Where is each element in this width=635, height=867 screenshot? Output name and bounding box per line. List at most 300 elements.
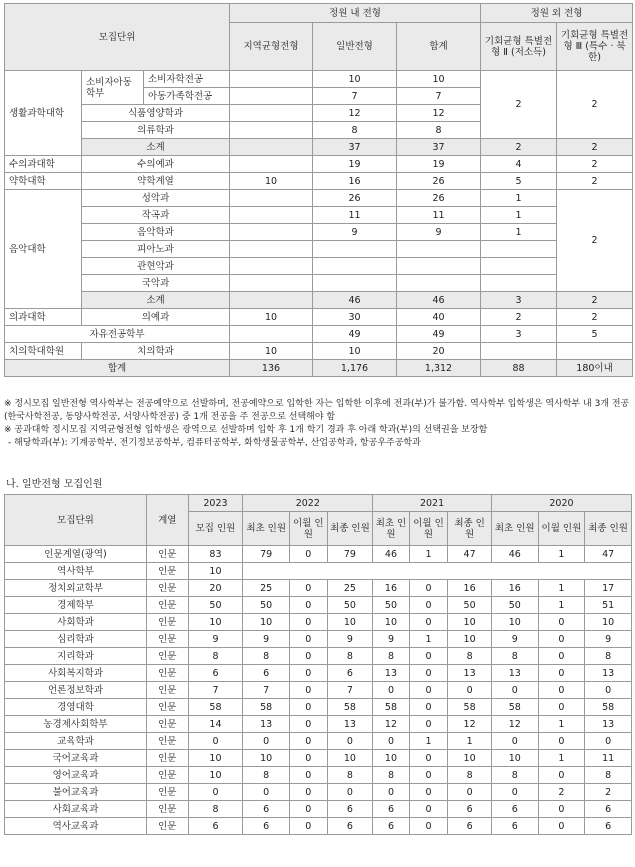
regional-cell — [230, 326, 313, 343]
header-regional: 지역균형전형 — [230, 23, 313, 71]
final-cell: 0 — [448, 784, 492, 801]
carry-cell: 0 — [409, 614, 448, 631]
carry-cell: 0 — [409, 699, 448, 716]
initial-cell: 8 — [373, 767, 410, 784]
initial-cell: 0 — [243, 733, 290, 750]
recruit-cell: 7 — [188, 682, 243, 699]
carry-cell: 0 — [538, 733, 585, 750]
final-cell: 0 — [327, 784, 373, 801]
track-cell: 인문 — [147, 767, 189, 784]
dept-cell: 약학계열 — [82, 173, 230, 190]
carry-cell: 0 — [409, 682, 448, 699]
dept-cell: 피아노과 — [82, 241, 230, 258]
carry-cell: 0 — [538, 801, 585, 818]
initial-cell: 0 — [373, 784, 410, 801]
table-row — [5, 699, 632, 716]
final-cell: 50 — [327, 597, 373, 614]
final-cell: 6 — [585, 818, 632, 835]
dept-cell: 식품영양학과 — [82, 105, 230, 122]
initial-cell: 50 — [491, 597, 538, 614]
track-cell: 인문 — [147, 750, 189, 767]
carry-cell: 0 — [290, 580, 328, 597]
recruit-cell: 6 — [188, 665, 243, 682]
initial-cell: 8 — [243, 648, 290, 665]
notes — [4, 398, 632, 450]
college-cell: 약학대학 — [5, 173, 82, 190]
initial-cell: 13 — [243, 716, 290, 733]
header-track: 계열 — [147, 495, 189, 546]
table-row — [5, 580, 632, 597]
carry-cell: 0 — [290, 716, 328, 733]
unit-cell: 불어교육과 — [5, 784, 147, 801]
unit-cell: 교육학과 — [5, 733, 147, 750]
regional-cell — [230, 258, 313, 275]
track-cell: 인문 — [147, 563, 189, 580]
final-cell: 8 — [448, 767, 492, 784]
header-recruit: 모집 인원 — [188, 512, 243, 546]
table-row — [5, 733, 632, 750]
final-cell: 79 — [327, 546, 373, 563]
initial-cell: 10 — [491, 614, 538, 631]
regional-cell — [230, 139, 313, 156]
dept-cell: 치의학과 — [82, 343, 230, 360]
header-final: 최종 인원 — [585, 512, 632, 546]
table-row — [5, 750, 632, 767]
track-cell: 인문 — [147, 801, 189, 818]
carry-cell: 1 — [409, 546, 448, 563]
header-year: 2023 — [188, 495, 243, 512]
dept-cell: 성악과 — [82, 190, 230, 207]
opp2-cell: 4 — [481, 156, 557, 173]
recruit-cell: 50 — [188, 597, 243, 614]
opp3-cell: 2 — [557, 139, 633, 156]
opp3-cell: 2 — [557, 71, 633, 139]
final-cell: 25 — [327, 580, 373, 597]
initial-cell: 16 — [373, 580, 410, 597]
carry-cell: 0 — [290, 699, 328, 716]
unit-cell: 심리학과 — [5, 631, 147, 648]
initial-cell: 46 — [491, 546, 538, 563]
dept-cell: 의예과 — [82, 309, 230, 326]
final-cell: 11 — [585, 750, 632, 767]
unit-cell: 사회학과 — [5, 614, 147, 631]
header-out-quota: 정원 외 전형 — [481, 4, 633, 23]
initial-cell: 10 — [243, 750, 290, 767]
final-cell: 10 — [327, 614, 373, 631]
final-cell: 47 — [448, 546, 492, 563]
opp2-cell: 5 — [481, 173, 557, 190]
initial-cell: 13 — [491, 665, 538, 682]
header-final: 최종 인원 — [327, 512, 373, 546]
general-cell: 9 — [313, 224, 397, 241]
general-cell: 46 — [313, 292, 397, 309]
opp3-cell: 2 — [557, 309, 633, 326]
table-row — [5, 801, 632, 818]
header-final: 최종 인원 — [448, 512, 492, 546]
dept-cell: 의류학과 — [82, 122, 230, 139]
final-cell: 58 — [448, 699, 492, 716]
total-cell: 49 — [397, 326, 481, 343]
opp2-cell: 88 — [481, 360, 557, 377]
track-cell: 인문 — [147, 631, 189, 648]
opp3-cell: 2 — [557, 292, 633, 309]
general-cell — [313, 258, 397, 275]
final-cell: 10 — [448, 750, 492, 767]
carry-cell: 0 — [290, 665, 328, 682]
total-cell: 19 — [397, 156, 481, 173]
initial-cell: 12 — [491, 716, 538, 733]
regional-cell — [230, 292, 313, 309]
carry-cell: 0 — [290, 818, 328, 835]
final-cell: 9 — [585, 631, 632, 648]
recruit-cell: 20 — [188, 580, 243, 597]
header-year: 2021 — [373, 495, 492, 512]
carry-cell: 0 — [538, 818, 585, 835]
final-cell: 8 — [327, 767, 373, 784]
initial-cell: 79 — [243, 546, 290, 563]
initial-cell: 10 — [373, 750, 410, 767]
unit-cell: 경제학부 — [5, 597, 147, 614]
note: - 해당학과(부): 기계공학부, 전기정보공학부, 컴퓨터공학부, 화학생물공학부, 산업공학과, 항공우주공학과 — [8, 438, 421, 448]
carry-cell: 0 — [409, 767, 448, 784]
general-cell: 30 — [313, 309, 397, 326]
final-cell: 10 — [585, 614, 632, 631]
carry-cell: 1 — [538, 597, 585, 614]
carry-cell: 1 — [538, 750, 585, 767]
initial-cell: 0 — [491, 733, 538, 750]
initial-cell: 8 — [243, 767, 290, 784]
initial-cell: 9 — [243, 631, 290, 648]
general-cell: 10 — [313, 71, 397, 88]
initial-cell: 10 — [243, 614, 290, 631]
opp3-cell: 2 — [557, 156, 633, 173]
recruit-cell: 0 — [188, 733, 243, 750]
table-body — [5, 546, 632, 835]
carry-cell: 0 — [409, 665, 448, 682]
unit-cell: 인문계열(광역) — [5, 546, 147, 563]
header-in-quota: 정원 내 전형 — [230, 4, 481, 23]
carry-cell: 0 — [538, 767, 585, 784]
table-row — [5, 784, 632, 801]
dept-cell: 수의예과 — [82, 156, 230, 173]
header-unit: 모집단위 — [5, 495, 147, 546]
recruit-cell: 83 — [188, 546, 243, 563]
final-cell: 6 — [585, 801, 632, 818]
initial-cell: 13 — [373, 665, 410, 682]
regional-cell — [230, 156, 313, 173]
total-cell — [397, 241, 481, 258]
carry-cell: 0 — [290, 614, 328, 631]
initial-cell: 6 — [243, 665, 290, 682]
initial-cell: 0 — [243, 784, 290, 801]
major-cell: 소비자학전공 — [144, 71, 230, 88]
dept-cell: 자유전공학부 — [5, 326, 230, 343]
general-cell: 12 — [313, 105, 397, 122]
subtotal-label: 소계 — [82, 292, 230, 309]
opp3-cell: 5 — [557, 326, 633, 343]
section-title: 나. 일반전형 모집인원 — [6, 479, 103, 490]
final-cell: 13 — [585, 716, 632, 733]
total-cell: 7 — [397, 88, 481, 105]
carry-cell: 2 — [538, 784, 585, 801]
carry-cell: 0 — [538, 699, 585, 716]
unit-cell: 정치외교학부 — [5, 580, 147, 597]
header-initial: 최초 인원 — [373, 512, 410, 546]
carry-cell: 0 — [290, 784, 328, 801]
initial-cell: 10 — [373, 614, 410, 631]
regional-cell — [230, 224, 313, 241]
total-cell: 40 — [397, 309, 481, 326]
note: ※ 정시모집 일반전형 역사학부는 전공예약으로 선발하며, 전공예약으로 입학한 자는 입학한 이후에 전과(부)가 불가함. 역사학부 입학생은 역사학부 내 3개 전공(한국사학전공, 동양사학전공, 서양사학전공) 중 1개 전공을 주 전공으로 선택해야 함 — [4, 399, 630, 422]
carry-cell: 0 — [290, 801, 328, 818]
table-row — [5, 682, 632, 699]
opp3-cell: 2 — [557, 173, 633, 190]
initial-cell: 6 — [243, 801, 290, 818]
regional-cell — [230, 71, 313, 88]
opp2-cell: 2 — [481, 71, 557, 139]
general-cell: 1,176 — [313, 360, 397, 377]
table-row — [5, 614, 632, 631]
general-cell: 49 — [313, 326, 397, 343]
unit-cell: 역사학부 — [5, 563, 147, 580]
final-cell: 51 — [585, 597, 632, 614]
recruit-cell: 8 — [188, 801, 243, 818]
track-cell: 인문 — [147, 682, 189, 699]
initial-cell: 6 — [373, 818, 410, 835]
general-cell: 10 — [313, 343, 397, 360]
initial-cell: 58 — [491, 699, 538, 716]
track-cell: 인문 — [147, 699, 189, 716]
final-cell: 16 — [448, 580, 492, 597]
unit-cell: 농경제사회학부 — [5, 716, 147, 733]
opp2-cell — [481, 275, 557, 292]
total-cell: 20 — [397, 343, 481, 360]
final-cell: 0 — [585, 682, 632, 699]
track-cell: 인문 — [147, 716, 189, 733]
subtotal-label: 소계 — [82, 139, 230, 156]
opp2-cell: 1 — [481, 224, 557, 241]
carry-cell: 0 — [409, 648, 448, 665]
final-cell: 6 — [327, 801, 373, 818]
total-cell — [397, 275, 481, 292]
track-cell: 인문 — [147, 614, 189, 631]
initial-cell: 50 — [243, 597, 290, 614]
initial-cell: 16 — [491, 580, 538, 597]
total-cell: 46 — [397, 292, 481, 309]
header-initial: 최초 인원 — [243, 512, 290, 546]
regional-cell — [230, 207, 313, 224]
admission-quota-table — [4, 3, 633, 377]
header-initial: 최초 인원 — [491, 512, 538, 546]
college-cell: 생활과학대학 — [5, 71, 82, 156]
initial-cell: 7 — [243, 682, 290, 699]
total-cell: 26 — [397, 190, 481, 207]
dept-cell: 국악과 — [82, 275, 230, 292]
opp2-cell: 3 — [481, 326, 557, 343]
final-cell: 10 — [448, 631, 492, 648]
total-cell: 11 — [397, 207, 481, 224]
carry-cell: 0 — [409, 716, 448, 733]
unit-cell: 국어교육과 — [5, 750, 147, 767]
initial-cell: 58 — [243, 699, 290, 716]
initial-cell: 50 — [373, 597, 410, 614]
initial-cell: 6 — [491, 801, 538, 818]
recruit-cell: 10 — [188, 767, 243, 784]
dept-cell: 관현악과 — [82, 258, 230, 275]
opp2-cell — [481, 343, 557, 360]
carry-cell: 0 — [290, 648, 328, 665]
initial-cell: 6 — [491, 818, 538, 835]
unit-cell: 사회교육과 — [5, 801, 147, 818]
carry-cell: 0 — [409, 784, 448, 801]
opp2-cell: 3 — [481, 292, 557, 309]
carry-cell: 0 — [290, 733, 328, 750]
track-cell: 인문 — [147, 784, 189, 801]
initial-cell: 0 — [491, 784, 538, 801]
carry-cell: 0 — [290, 767, 328, 784]
final-cell: 17 — [585, 580, 632, 597]
final-cell: 6 — [448, 801, 492, 818]
header-carry: 이월 인원 — [538, 512, 585, 546]
opp3-cell: 2 — [557, 190, 633, 292]
college-cell: 수의과대학 — [5, 156, 82, 173]
final-cell: 0 — [327, 733, 373, 750]
college-cell: 음악대학 — [5, 190, 82, 309]
opp2-cell — [481, 258, 557, 275]
opp2-cell: 1 — [481, 207, 557, 224]
table-row — [5, 648, 632, 665]
carry-cell: 1 — [538, 580, 585, 597]
track-cell: 인문 — [147, 648, 189, 665]
final-cell: 8 — [585, 648, 632, 665]
track-cell: 인문 — [147, 665, 189, 682]
table-row — [5, 597, 632, 614]
final-cell: 7 — [327, 682, 373, 699]
initial-cell: 0 — [373, 682, 410, 699]
carry-cell: 0 — [409, 750, 448, 767]
recruit-cell: 0 — [188, 784, 243, 801]
final-cell: 13 — [327, 716, 373, 733]
carry-cell: 1 — [409, 733, 448, 750]
final-cell: 50 — [448, 597, 492, 614]
regional-cell: 10 — [230, 309, 313, 326]
table-row — [5, 818, 632, 835]
recruit-cell: 8 — [188, 648, 243, 665]
header-carry: 이월 인원 — [409, 512, 448, 546]
final-cell: 13 — [448, 665, 492, 682]
general-cell: 16 — [313, 173, 397, 190]
header-carry: 이월 인원 — [290, 512, 328, 546]
unit-cell: 경영대학 — [5, 699, 147, 716]
carry-cell: 0 — [409, 801, 448, 818]
unit-cell: 사회복지학과 — [5, 665, 147, 682]
regional-cell: 10 — [230, 173, 313, 190]
final-cell: 2 — [585, 784, 632, 801]
total-cell — [397, 258, 481, 275]
recruit-cell: 10 — [188, 563, 243, 580]
final-cell: 6 — [448, 818, 492, 835]
final-cell: 58 — [327, 699, 373, 716]
header-year: 2022 — [243, 495, 373, 512]
general-cell: 19 — [313, 156, 397, 173]
table-row — [5, 546, 632, 563]
final-cell: 58 — [585, 699, 632, 716]
final-cell: 0 — [448, 682, 492, 699]
table-row — [5, 631, 632, 648]
initial-cell: 58 — [373, 699, 410, 716]
total-cell: 1,312 — [397, 360, 481, 377]
initial-cell: 8 — [491, 648, 538, 665]
initial-cell: 46 — [373, 546, 410, 563]
total-cell: 12 — [397, 105, 481, 122]
header-unit: 모집단위 — [5, 4, 230, 71]
general-admission-table — [4, 494, 632, 835]
initial-cell: 0 — [373, 733, 410, 750]
recruit-cell: 10 — [188, 614, 243, 631]
regional-cell: 10 — [230, 343, 313, 360]
dept-cell: 작곡과 — [82, 207, 230, 224]
initial-cell: 9 — [373, 631, 410, 648]
unit-cell: 지리학과 — [5, 648, 147, 665]
empty-cell — [243, 563, 632, 580]
carry-cell: 0 — [290, 682, 328, 699]
final-cell: 8 — [448, 648, 492, 665]
table-row — [5, 563, 632, 580]
final-cell: 10 — [327, 750, 373, 767]
carry-cell: 0 — [538, 648, 585, 665]
regional-cell: 136 — [230, 360, 313, 377]
college-cell: 의과대학 — [5, 309, 82, 326]
track-cell: 인문 — [147, 818, 189, 835]
carry-cell: 0 — [409, 580, 448, 597]
regional-cell — [230, 275, 313, 292]
recruit-cell: 6 — [188, 818, 243, 835]
initial-cell: 8 — [491, 767, 538, 784]
header-opp3: 기회균형 특별전형 Ⅲ (특수 · 북한) — [557, 23, 633, 71]
track-cell: 인문 — [147, 733, 189, 750]
total-cell: 26 — [397, 173, 481, 190]
carry-cell: 0 — [538, 665, 585, 682]
recruit-cell: 58 — [188, 699, 243, 716]
track-cell: 인문 — [147, 580, 189, 597]
recruit-cell: 9 — [188, 631, 243, 648]
regional-cell — [230, 241, 313, 258]
final-cell: 6 — [327, 818, 373, 835]
table-row — [5, 716, 632, 733]
initial-cell: 8 — [373, 648, 410, 665]
final-cell: 12 — [448, 716, 492, 733]
final-cell: 6 — [327, 665, 373, 682]
carry-cell: 0 — [290, 750, 328, 767]
carry-cell: 1 — [538, 716, 585, 733]
opp3-cell: 180이내 — [557, 360, 633, 377]
opp3-cell — [557, 343, 633, 360]
table-row — [5, 767, 632, 784]
opp2-cell: 1 — [481, 190, 557, 207]
initial-cell: 0 — [491, 682, 538, 699]
regional-cell — [230, 122, 313, 139]
header-general: 일반전형 — [313, 23, 397, 71]
final-cell: 8 — [585, 767, 632, 784]
initial-cell: 10 — [491, 750, 538, 767]
final-cell: 8 — [327, 648, 373, 665]
header-opp2: 기회균형 특별전형 Ⅱ (저소득) — [481, 23, 557, 71]
initial-cell: 12 — [373, 716, 410, 733]
final-cell: 9 — [327, 631, 373, 648]
final-cell: 13 — [585, 665, 632, 682]
carry-cell: 1 — [409, 631, 448, 648]
carry-cell: 0 — [538, 631, 585, 648]
